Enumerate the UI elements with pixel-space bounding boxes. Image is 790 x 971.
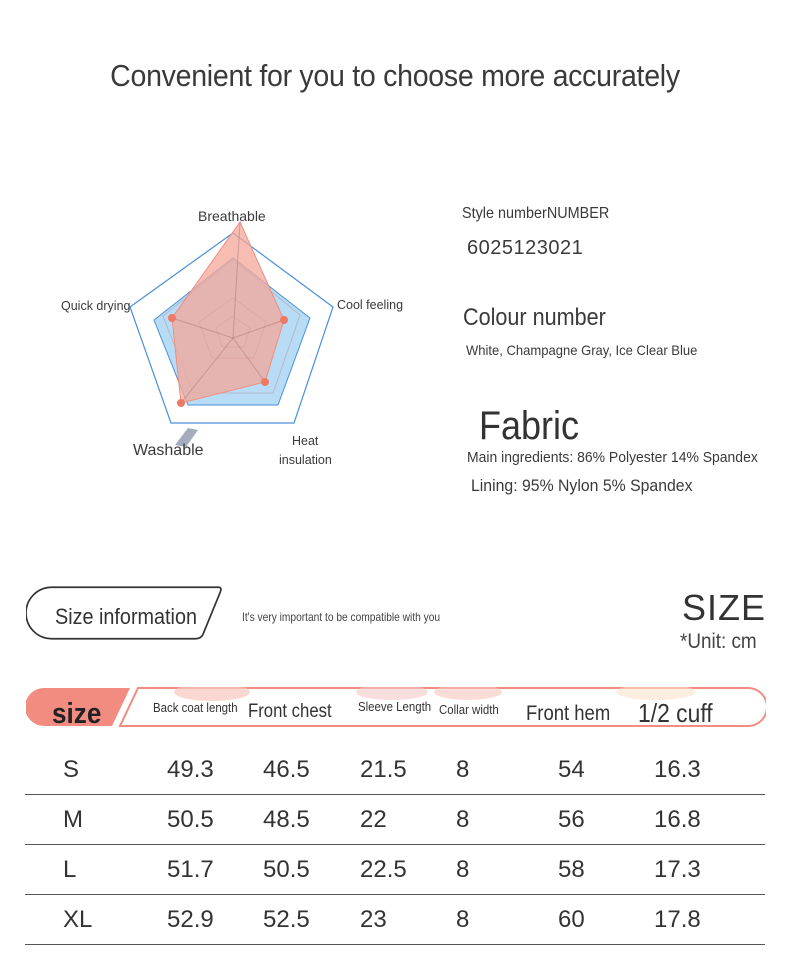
fabric-radar-chart — [40, 195, 420, 485]
cell-chest: 52.5 — [263, 895, 360, 945]
cell-size: S — [25, 745, 167, 795]
cell-back: 52.9 — [167, 895, 263, 945]
header-collar-width: Collar width — [439, 702, 499, 717]
cell-size: M — [25, 795, 167, 845]
radar-dot-washable — [177, 399, 185, 407]
header-front-hem: Front hem — [526, 702, 611, 725]
radar-label-heat: Heat — [292, 434, 319, 448]
radar-label-quick-drying: Quick drying — [61, 299, 131, 313]
style-number-value: 6025123021 — [467, 237, 584, 259]
cell-hem: 60 — [542, 895, 654, 945]
unit-note: *Unit: cm — [680, 630, 757, 653]
cell-back: 51.7 — [167, 845, 263, 895]
cell-collar: 8 — [456, 895, 542, 945]
table-row — [25, 895, 765, 945]
cell-chest: 50.5 — [263, 845, 360, 895]
header-back-coat-length: Back coat length — [153, 700, 238, 715]
radar-label-cool-feeling: Cool feeling — [337, 298, 404, 312]
table-row — [25, 795, 765, 845]
table-row — [25, 845, 765, 895]
radar-dot-cool — [280, 316, 288, 324]
radar-dot-quick — [168, 314, 176, 322]
header-sleeve-length: Sleeve Length — [358, 699, 432, 714]
cell-cuff: 17.8 — [654, 895, 765, 945]
radar-data-area — [172, 222, 284, 403]
fabric-lining: Lining: 95% Nylon 5% Spandex — [471, 476, 693, 495]
cell-sleeve: 21.5 — [360, 745, 456, 795]
cell-collar: 8 — [456, 795, 542, 845]
cell-sleeve: 22 — [360, 795, 456, 845]
size-table — [25, 745, 765, 945]
radar-dot-heat — [261, 378, 269, 386]
cell-chest: 48.5 — [263, 795, 360, 845]
colour-number-title: Colour number — [463, 304, 606, 331]
header-front-chest: Front chest — [248, 701, 332, 722]
radar-label-washable: Washable — [133, 442, 204, 459]
table-row — [25, 745, 765, 795]
cell-sleeve: 22.5 — [360, 845, 456, 895]
cell-back: 49.3 — [167, 745, 263, 795]
size-information-label: Size information — [55, 604, 197, 629]
cell-cuff: 17.3 — [654, 845, 765, 895]
cell-chest: 46.5 — [263, 745, 360, 795]
colour-number-value: White, Champagne Gray, Ice Clear Blue — [466, 342, 698, 358]
cell-hem: 54 — [542, 745, 654, 795]
header-half-cuff: 1/2 cuff — [638, 698, 713, 728]
page-headline: Convenient for you to choose more accurately — [110, 58, 680, 93]
cell-back: 50.5 — [167, 795, 263, 845]
radar-label-breathable: Breathable — [198, 208, 266, 224]
radar-label-insulation: insulation — [279, 453, 332, 467]
size-big-title: SIZE — [682, 587, 767, 628]
cell-size: L — [25, 845, 167, 895]
size-note: It's very important to be compatible with you — [242, 610, 441, 624]
cell-size: XL — [25, 895, 167, 945]
cell-hem: 56 — [542, 795, 654, 845]
cell-collar: 8 — [456, 845, 542, 895]
cell-cuff: 16.3 — [654, 745, 765, 795]
cell-collar: 8 — [456, 745, 542, 795]
fabric-main-ingredients: Main ingredients: 86% Polyester 14% Spandex — [467, 449, 758, 466]
cell-sleeve: 23 — [360, 895, 456, 945]
style-number-title: Style numberNUMBER — [462, 205, 610, 222]
fabric-title: Fabric — [479, 404, 580, 448]
cell-hem: 58 — [542, 845, 654, 895]
header-size: size — [52, 698, 102, 730]
cell-cuff: 16.8 — [654, 795, 765, 845]
